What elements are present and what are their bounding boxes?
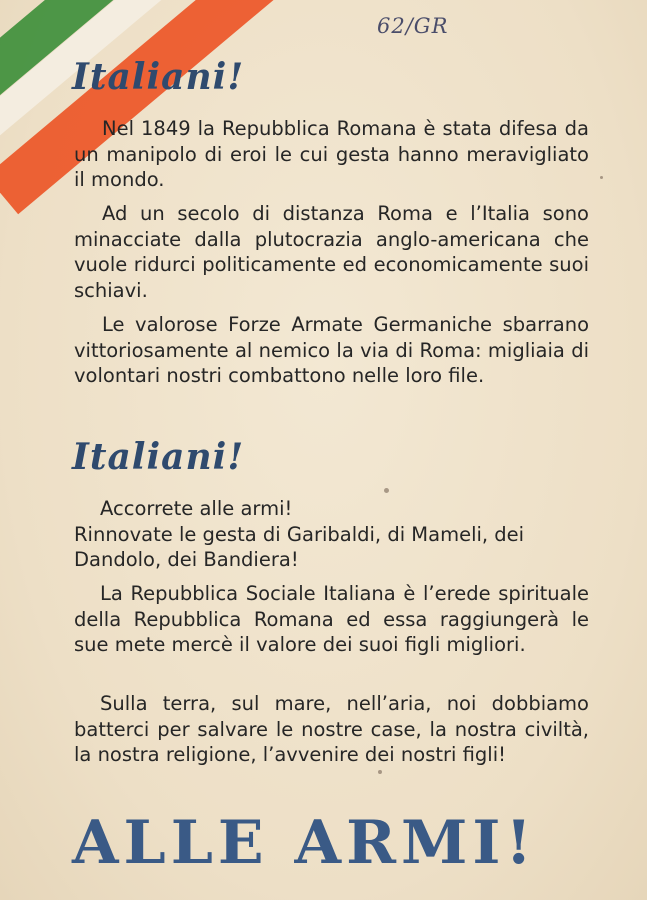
call-to-action: ALLE ARMI!	[72, 808, 537, 878]
paragraph-2: Ad un secolo di distanza Roma e l’Italia sono minacciate dalla plutocrazia anglo-americana che vuole ridurci politicamente ed economicamente suoi schiavi.	[74, 202, 589, 302]
heading-italiani-1: Italiani!	[72, 56, 245, 98]
paper-speck	[384, 488, 389, 493]
paragraph-4: Accorrete alle armi! Rinnovate le gesta di Garibaldi, di Mameli, dei Dandolo, dei Bandiera!	[74, 497, 525, 572]
paragraph-6: Sulla terra, sul mare, nell’aria, noi dobbiamo batterci per salvare le nostre case, la nostra civiltà, la nostra religione, l’avvenire dei nostri figli!	[74, 692, 589, 767]
paper-speck	[600, 176, 603, 179]
paper-speck	[378, 770, 382, 774]
paragraph-1: Nel 1849 la Repubblica Romana è stata difesa da un manipolo di eroi le cui gesta hanno meravigliato il mondo.	[74, 117, 589, 192]
paragraph-3: Le valorose Forze Armate Germaniche sbarrano vittoriosamente al nemico la via di Roma: migliaia di volontari nostri combattono nelle loro file.	[74, 313, 589, 388]
paragraph-5: La Repubblica Sociale Italiana è l’erede spirituale della Repubblica Romana ed essa raggiungerà le sue mete mercè il valore dei suoi figli migliori.	[74, 582, 589, 657]
heading-italiani-2: Italiani!	[72, 436, 245, 478]
archive-mark: 62/GR	[377, 14, 449, 38]
